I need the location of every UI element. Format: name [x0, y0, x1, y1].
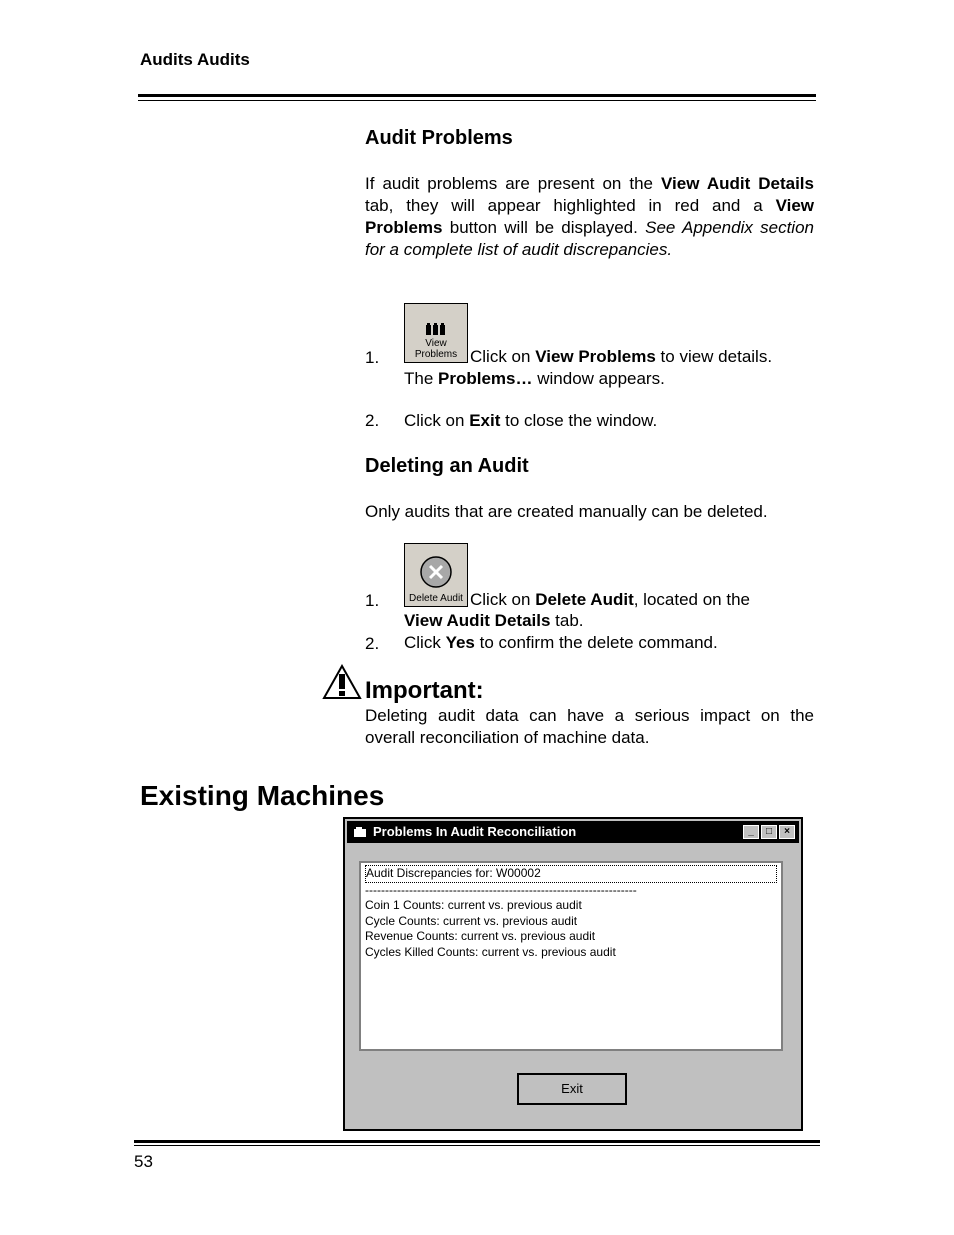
para-text: tab, they will appear highlighted in red and a — [365, 196, 776, 215]
binoculars-icon — [425, 322, 447, 338]
step-bold: Delete Audit — [535, 590, 634, 609]
step-text: Click on — [470, 590, 536, 609]
step-number: 2. — [365, 634, 380, 653]
section-heading-deleting-audit: Deleting an Audit — [365, 455, 529, 477]
step-text: window appears. — [532, 369, 665, 388]
step-bold: Exit — [469, 411, 501, 430]
important-text: Deleting audit data can have a serious impact on the overall reconciliation of machine data. — [365, 706, 814, 747]
important-heading: Important: — [365, 677, 484, 704]
step-text: Click on — [470, 347, 536, 366]
page-number: 53 — [134, 1152, 153, 1171]
step-text: Click on — [404, 411, 470, 430]
exit-button[interactable]: Exit — [517, 1073, 627, 1105]
deleting-paragraph: Only audits that are created manually can be deleted. — [365, 502, 768, 521]
step-bold: Yes — [445, 633, 475, 652]
para-text: If audit problems are present on the — [365, 174, 662, 193]
step2-text — [404, 410, 657, 432]
list-item[interactable]: Coin 1 Counts: current vs. previous audit — [365, 898, 582, 912]
header-rule-thin — [138, 100, 816, 101]
step1-line2 — [404, 368, 665, 390]
para-italic: See Appendix section for a complete list of audit discrepancies. — [365, 218, 814, 259]
step-text: The — [404, 369, 439, 388]
list-item[interactable]: Revenue Counts: current vs. previous audit — [365, 929, 596, 943]
dialog-titlebar — [347, 821, 799, 843]
step-text: to close the window. — [500, 411, 658, 430]
step-text: to confirm the delete command. — [474, 633, 718, 652]
delete-step1-text — [470, 589, 750, 611]
step-number: 1. — [365, 591, 380, 610]
step1-text — [470, 346, 772, 368]
view-problems-button-image — [404, 303, 468, 363]
step-text: tab. — [550, 611, 584, 630]
discrepancies-listbox[interactable] — [359, 861, 783, 1051]
footer-rule-thin — [134, 1145, 820, 1146]
header-rule — [138, 94, 816, 97]
step-bold: View Audit Details — [404, 611, 551, 630]
step-text: , located on the — [633, 590, 750, 609]
dialog-title: Problems In Audit Reconciliation — [373, 824, 577, 839]
delete-audit-button-image — [404, 543, 468, 607]
delete-step1-line2 — [404, 610, 584, 632]
running-header: Audits Audits — [140, 50, 250, 69]
section-heading-existing-machines: Existing Machines — [140, 780, 385, 811]
step-text: to view details. — [655, 347, 773, 366]
list-item[interactable]: Cycle Counts: current vs. previous audit — [365, 913, 578, 928]
step-number: 1. — [365, 348, 380, 367]
para-bold: View Problems — [365, 196, 814, 237]
list-item[interactable]: -------------------------------------------------------------------- — [365, 882, 637, 897]
step-bold: Problems… — [438, 369, 533, 388]
footer-rule — [134, 1140, 820, 1143]
problems-dialog — [343, 817, 803, 1131]
maximize-button[interactable]: □ — [761, 825, 777, 839]
delete-step2-text — [404, 632, 718, 654]
button-label: Delete Audit — [409, 593, 463, 604]
para-text: button will be displayed. — [442, 218, 646, 237]
para-bold: View Audit Details — [661, 174, 814, 193]
close-button[interactable]: × — [779, 825, 795, 839]
list-item[interactable]: Audit Discrepancies for: W00002 — [365, 865, 777, 883]
step-bold: View Problems — [535, 347, 656, 366]
delete-circle-icon — [419, 555, 453, 589]
button-label: Problems — [414, 349, 458, 360]
minimize-button[interactable]: _ — [743, 825, 759, 839]
step-number: 2. — [365, 411, 380, 430]
button-label: View — [425, 338, 447, 349]
list-item[interactable]: Cycles Killed Counts: current vs. previous audit — [365, 944, 616, 959]
section-heading-audit-problems: Audit Problems — [365, 127, 513, 149]
step-text: Click — [404, 633, 446, 652]
warning-icon — [322, 664, 362, 700]
audit-problems-paragraph — [365, 173, 814, 261]
app-icon — [353, 826, 367, 838]
